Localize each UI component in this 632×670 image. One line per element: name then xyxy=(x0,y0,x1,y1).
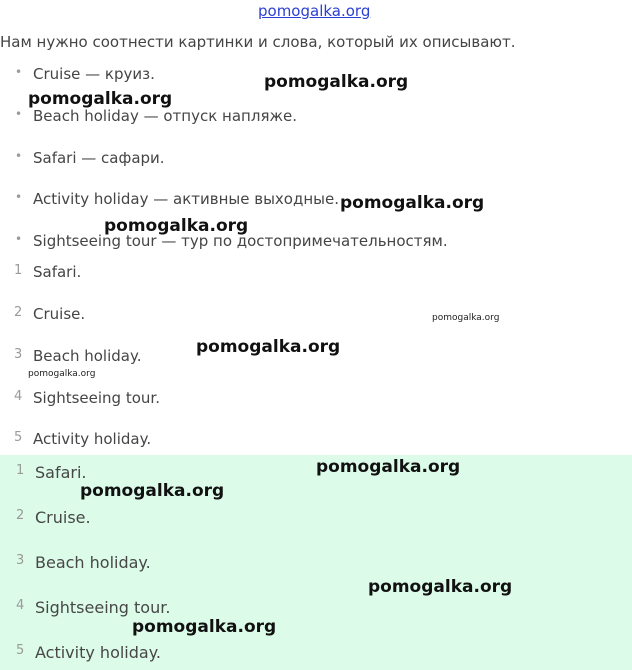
watermark: pomogalka.org xyxy=(340,193,485,213)
watermark: pomogalka.org xyxy=(132,617,277,637)
intro-text: Нам нужно соотнести картинки и слова, который их описывают. xyxy=(0,33,516,51)
watermark: pomogalka.org xyxy=(368,577,513,597)
watermark: pomogalka.org xyxy=(196,337,341,357)
watermark: pomogalka.org xyxy=(264,72,409,92)
answer-box: 1 Safari. 2 Cruise. 3 Beach holiday. 4 Sightseeing tour. 5 Activity holiday. xyxy=(0,455,632,670)
watermark: pomogalka.org xyxy=(80,481,225,501)
site-link[interactable]: pomogalka.org xyxy=(258,2,371,20)
bullet-icon: • xyxy=(15,65,23,79)
watermark: pomogalka.org xyxy=(28,89,173,109)
watermark: pomogalka.org xyxy=(104,216,249,236)
watermark: pomogalka.org xyxy=(28,369,96,379)
bullet-icon: • xyxy=(15,107,23,121)
watermark: pomogalka.org xyxy=(432,313,500,323)
bullet-icon: • xyxy=(15,190,23,204)
watermark: pomogalka.org xyxy=(316,457,461,477)
bullet-icon: • xyxy=(15,232,23,246)
bullet-icon: • xyxy=(15,149,23,163)
